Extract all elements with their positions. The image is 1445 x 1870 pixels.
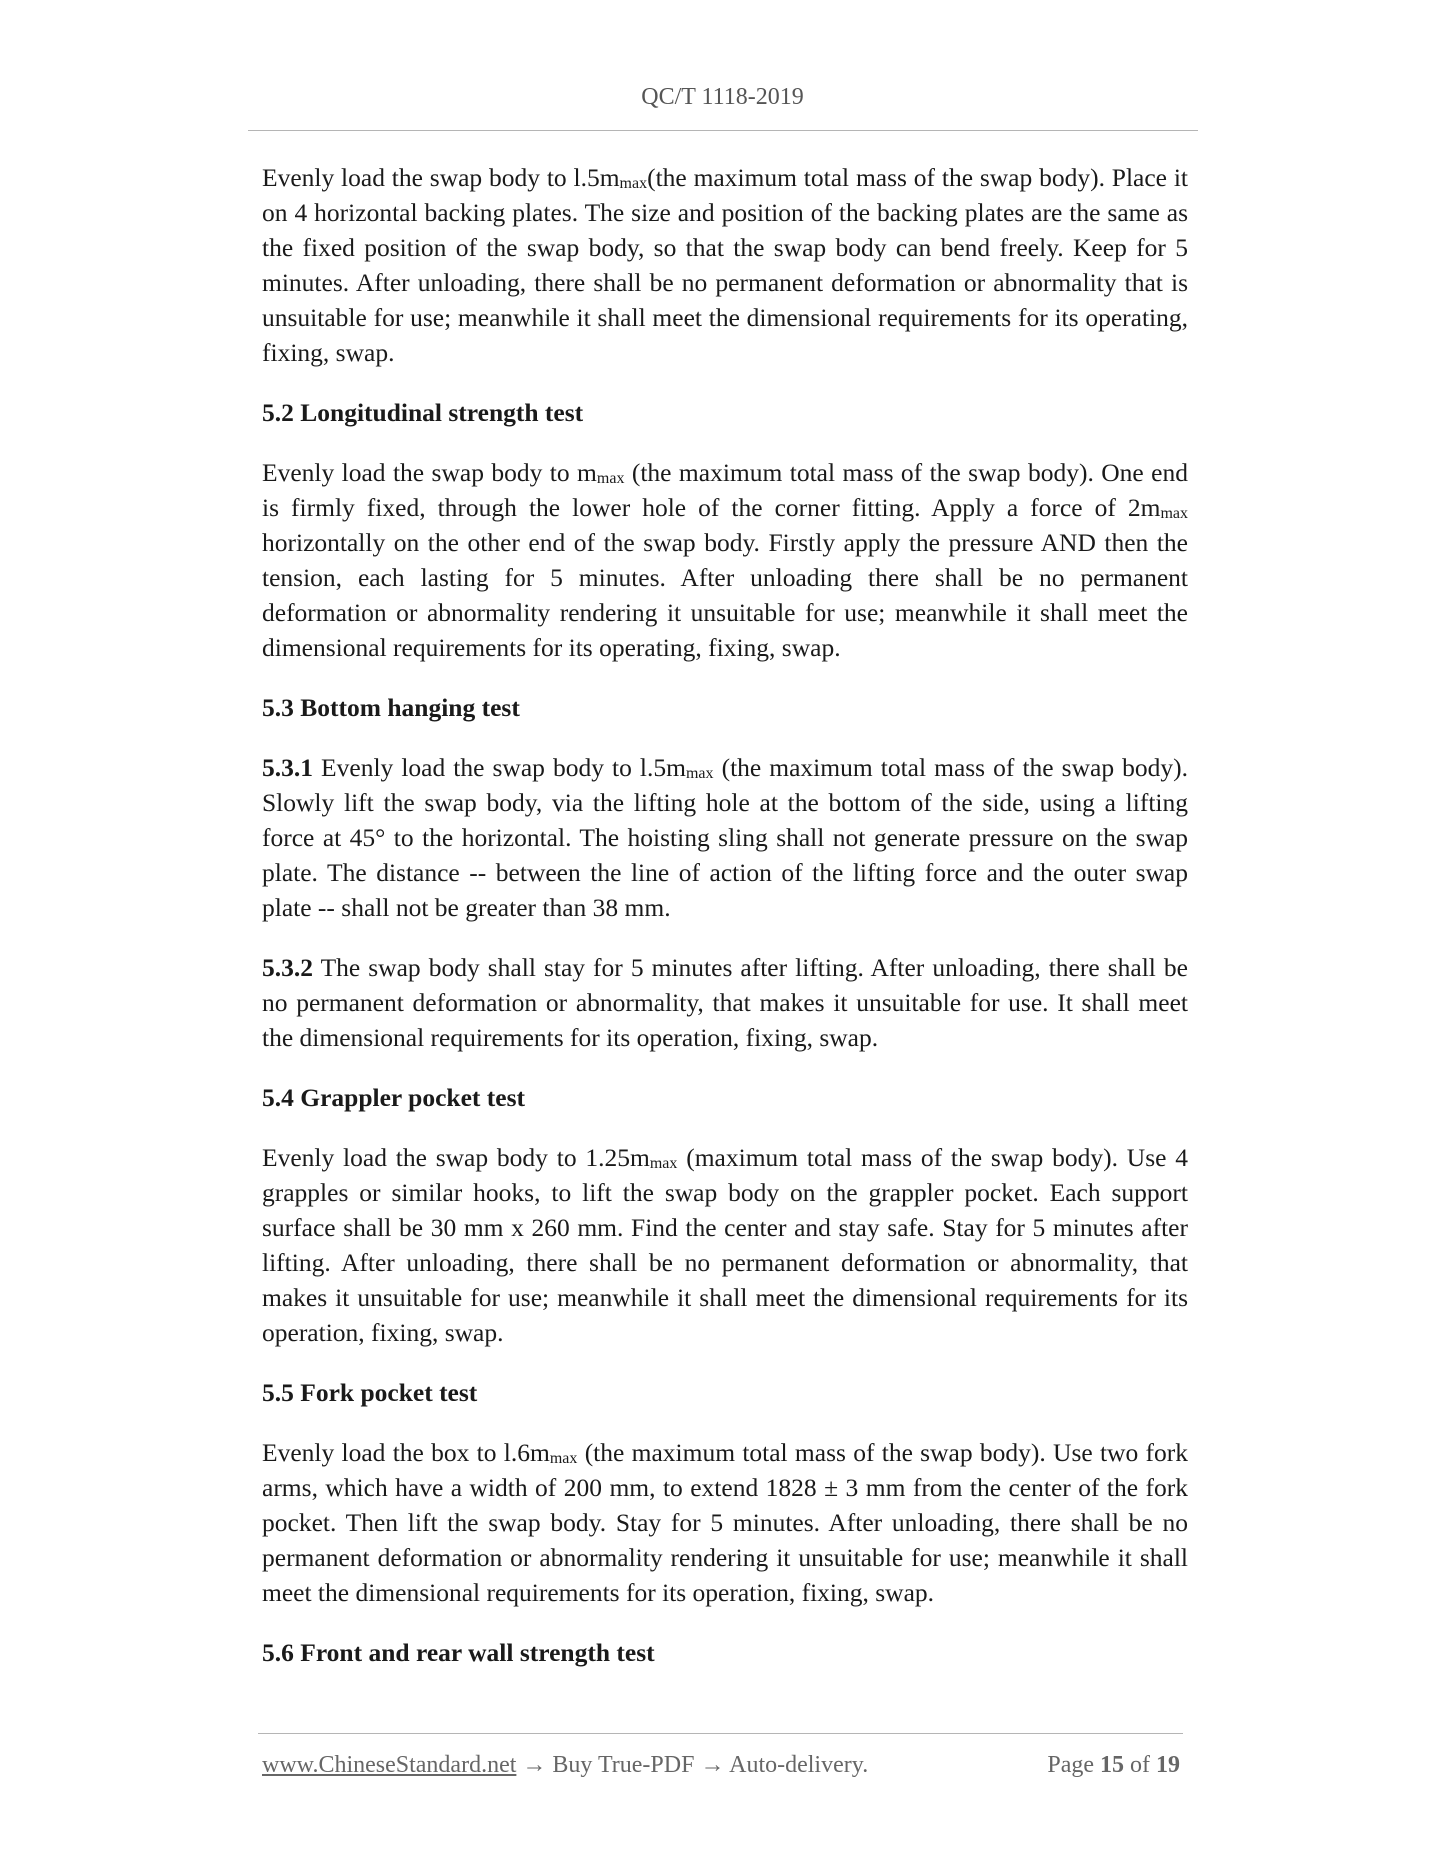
section-heading-5-2: 5.2 Longitudinal strength test xyxy=(262,398,584,427)
header-title: QC/T 1118-2019 xyxy=(641,84,804,110)
footer-website-link[interactable]: www.ChineseStandard.net xyxy=(262,1752,517,1778)
section-5-3-2-paragraph: 5.3.2 The swap body shall stay for 5 minutes after lifting. After unloading, there shall be no permanent deformation or abnormality, that makes it unsuitable for use. It shall meet the dimensional requirements for its operation, fixing, swap. xyxy=(262,953,1188,1052)
section-heading-5-3: 5.3 Bottom hanging test xyxy=(262,693,520,722)
header-rule xyxy=(248,130,1198,131)
page-number: Page 15 of 19 xyxy=(1047,1752,1180,1778)
section-5-5-paragraph: Evenly load the box to $l.6m_{max}$ (the maximum total mass of the swap body). Use two fork arms, which have a width of 200 mm, to extend 1828 ± 3 mm from the center of the fork pocket. Then lift the swap body. Stay for 5 minutes. After unloading, there shall be no permanent deformation or abnormality rendering it unsuitable for use; meanwhile it shall meet the dimensional requirements for its operation, fixing, swap. xyxy=(262,1438,1188,1607)
footer xyxy=(262,1752,1180,1779)
section-5-3-1-paragraph: 5.3.1 Evenly load the swap body to $l.5m_{max}$ (the maximum total mass of the swap body). Slowly lift the swap body, via the lifting hole at the bottom of the side, using a lifting force at 45° to the horizontal. The hoisting sling shall not generate pressure on the swap plate. The distance -- between the line of action of the lifting force and the outer swap plate -- shall not be greater than 38 mm. xyxy=(262,753,1188,922)
section-heading-5-5: 5.5 Fork pocket test xyxy=(262,1378,478,1407)
section-5-4-paragraph: Evenly load the swap body to $1.25m_{max}$ (maximum total mass of the swap body). Use 4 grapples or similar hooks, to lift the swap body on the grappler pocket. Each support surface shall be 30 mm x 260 mm. Find the center and stay safe. Stay for 5 minutes after lifting. After unloading, there shall be no permanent deformation or abnormality, that makes it unsuitable for use; meanwhile it shall meet the dimensional requirements for its operation, fixing, swap. xyxy=(262,1143,1188,1347)
section-5-2-paragraph: Evenly load the swap body to $m_{max}$ (the maximum total mass of the swap body). One end is firmly fixed, through the lower hole of the corner fitting. Apply a force of $2m_{max}$ horizontally on the other end of the swap body. Firstly apply the pressure AND then the tension, each lasting for 5 minutes. After unloading there shall be no permanent deformation or abnormality rendering it unsuitable for use; meanwhile it shall meet the dimensional requirements for its operating, fixing, swap. xyxy=(262,458,1188,662)
footer-rule xyxy=(258,1733,1183,1734)
footer-tagline: → Buy True-PDF → Auto-delivery. xyxy=(516,1752,869,1778)
page-content xyxy=(262,160,1188,1695)
intro-paragraph: Evenly load the swap body to $l.5m_{max}(the$ maximum total mass of the swap body). Place it on 4 horizontal backing plates. The size and position of the backing plates are the same as the fixed position of the swap body, so that the swap body can bend freely. Keep for 5 minutes. After unloading, there shall be no permanent deformation or abnormality that is unsuitable for use; meanwhile it shall meet the dimensional requirements for its operating, fixing, swap. xyxy=(262,163,1188,367)
section-heading-5-4: 5.4 Grappler pocket test xyxy=(262,1083,525,1112)
section-heading-5-6: 5.6 Front and rear wall strength test xyxy=(262,1638,655,1667)
